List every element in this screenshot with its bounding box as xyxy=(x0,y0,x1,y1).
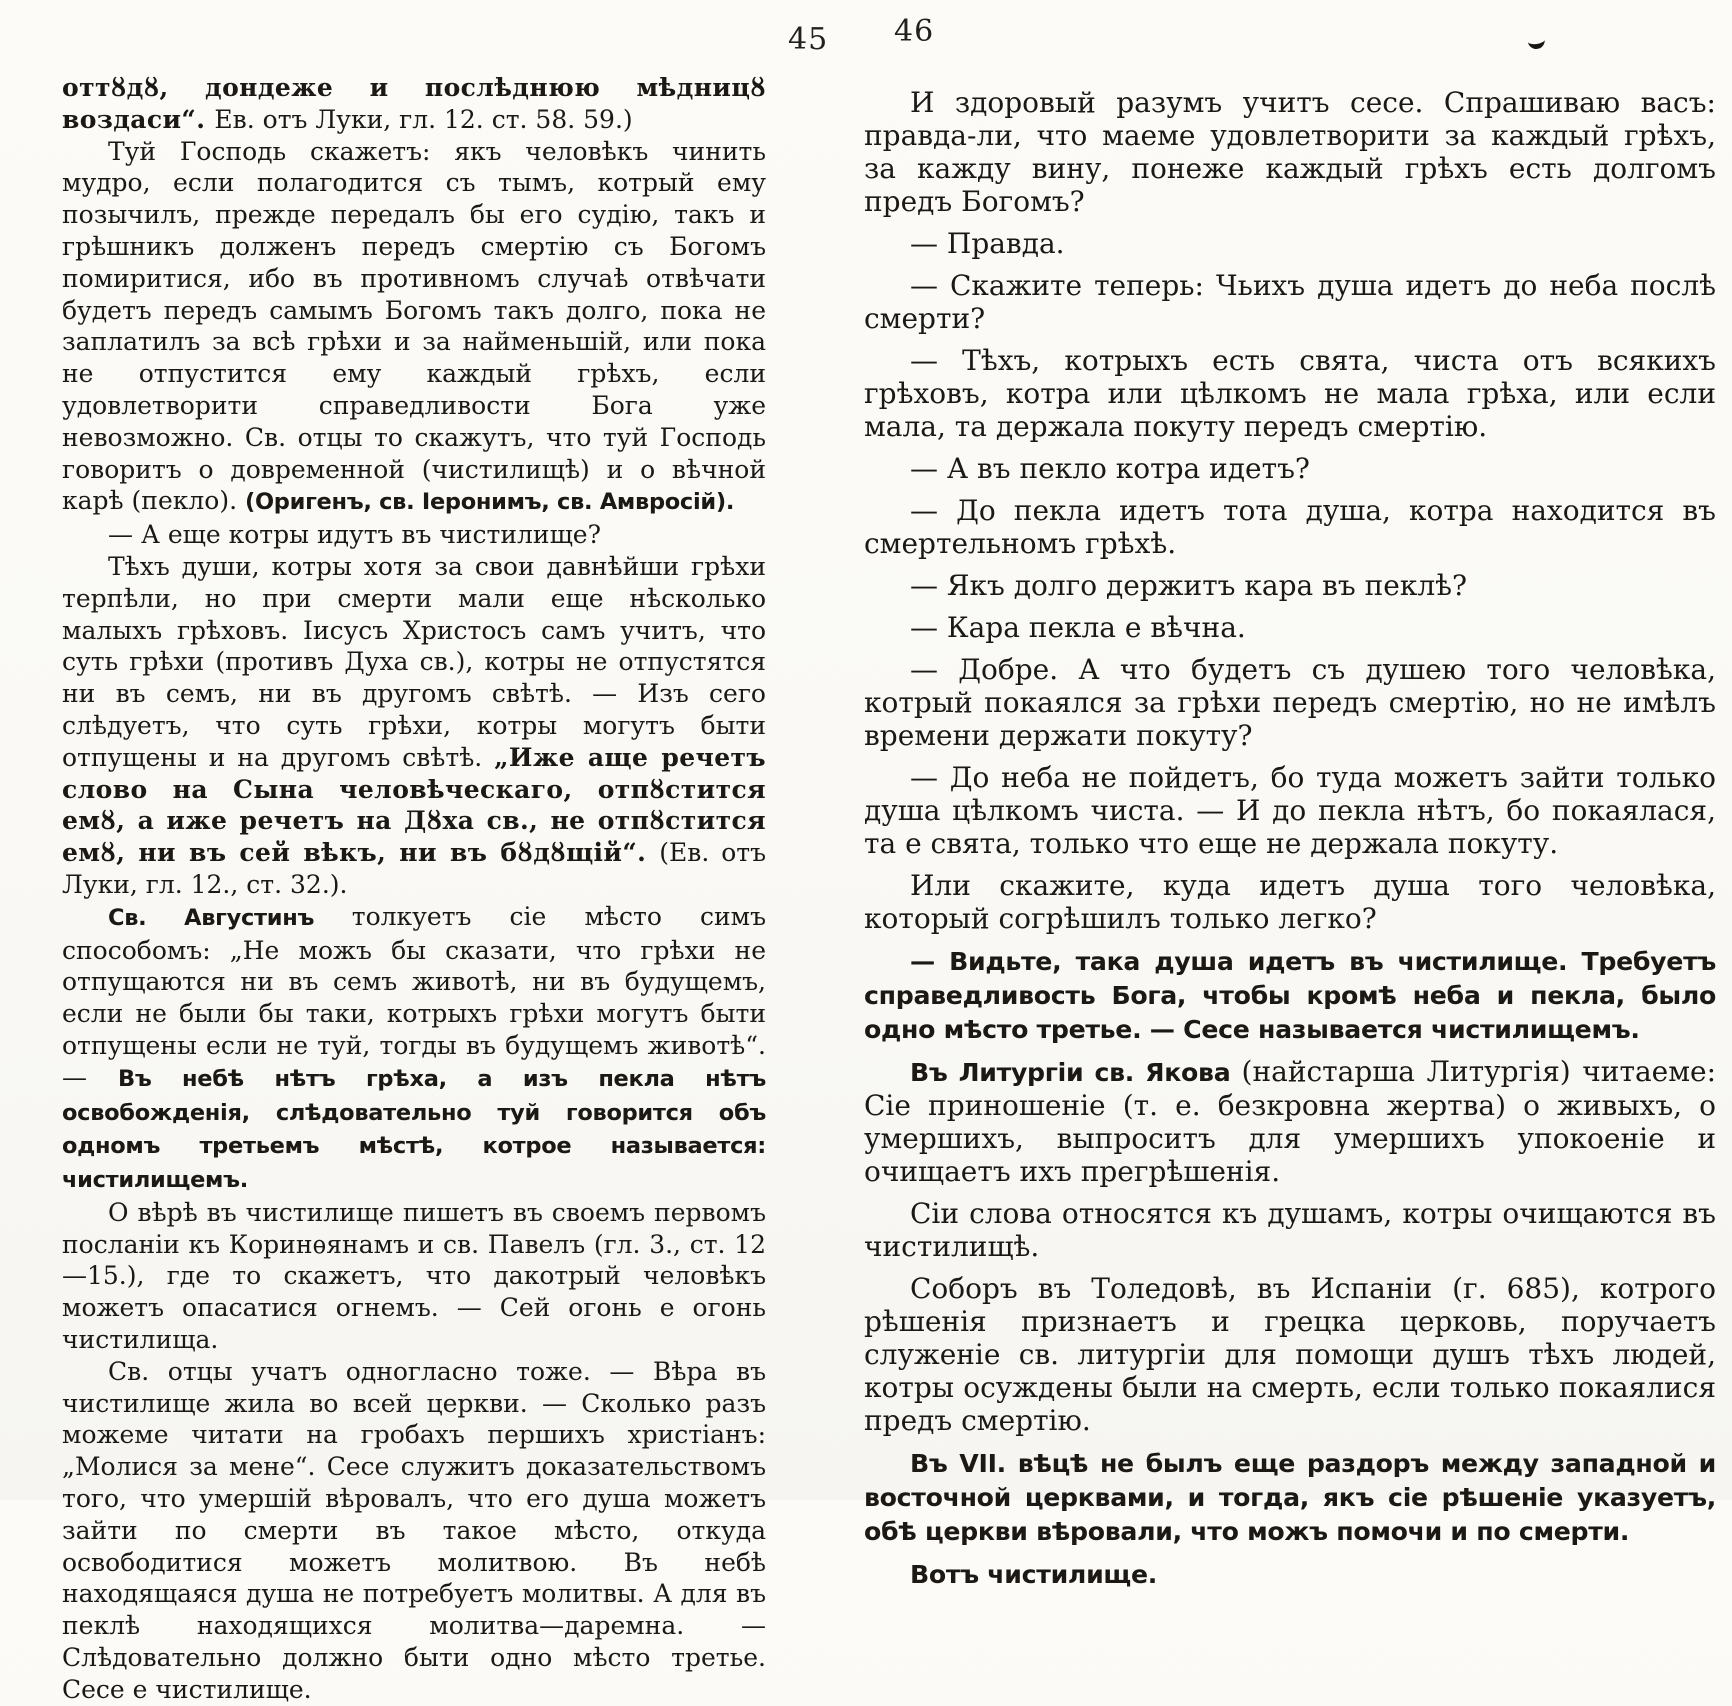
bold-emphasis-text: Вотъ чистилище. xyxy=(910,1560,1158,1589)
paragraph xyxy=(62,136,766,520)
paragraph xyxy=(864,494,1716,560)
bold-emphasis-text: — Видьте, така душа идетъ въ чистилище. Требуетъ справедливость Бога, чтобы кромѣ неба и пекла, было одно мѣсто третье. — Сесе называется чистилищемъ. xyxy=(864,947,1716,1044)
body-text: — Правда. xyxy=(910,227,1065,260)
body-text: — А въ пекло котра идетъ? xyxy=(910,452,1310,485)
body-text: О вѣрѣ въ чистилище пишетъ въ своемъ первомъ посланіи къ Коринѳянамъ и св. Павелъ (гл. 3., ст. 12—15.), где то скажетъ, что дакотрый человѣкъ можетъ опасатися огнемъ. — Сей огонь е огонь чистилища. xyxy=(62,1197,766,1355)
paragraph xyxy=(864,1197,1716,1263)
bold-emphasis-text: Въ Литургіи св. Якова xyxy=(910,1058,1242,1087)
bold-emphasis-text: (Оригенъ, св. Іеронимъ, св. Амвросій). xyxy=(244,489,735,516)
body-text: — Добре. А что будетъ съ душею того человѣка, котрый покаялся за грѣхи передъ смертію, но не имѣлъ времени держати покуту? xyxy=(864,653,1716,752)
bold-emphasis-text: Св. Августинъ xyxy=(108,904,352,931)
paragraph xyxy=(62,901,766,1197)
body-text: — Тѣхъ, котрыхъ есть свята, чиста отъ всякихъ грѣховъ, котра или цѣлкомъ не мала грѣха, или если мала, та держала покуту передъ смертію. xyxy=(864,344,1716,443)
body-text: — А еще котры идутъ въ чистилище? xyxy=(108,520,602,550)
body-text: — До пекла идетъ тота душа, котра находится въ смертельномъ грѣхѣ. xyxy=(864,494,1716,560)
body-text: Св. отцы учатъ одногласно тоже. — Вѣра въ чистилище жила во всей церкви. — Сколько разъ можеме читати на гробахъ першихъ христіанъ: „Молися за мене“. Сесе служитъ доказательствомъ того, что умершій вѣровалъ, что его душа можетъ зайти по смерти въ такое мѣсто, откуда освободитися можетъ молитвою. Въ небѣ находящаяся душа не потребуетъ молитвы. А для въ пеклѣ находящихся молитва—даремна. — Слѣдовательно должно быти одно мѣсто третье. Сесе е чистилище. xyxy=(62,1356,766,1704)
paragraph xyxy=(62,1197,766,1356)
body-text: — До неба не пойдетъ, бо туда можетъ зайти только душа цѣлкомъ чиста. — И до пекла нѣтъ, бо покаялася, та е свята, только что еще не держала покуту. xyxy=(864,761,1716,860)
paragraph xyxy=(864,344,1716,443)
paragraph xyxy=(864,227,1716,260)
page-46-text-column xyxy=(864,86,1716,1600)
body-text: Тѣхъ души, котры хотя за свои давнѣйши грѣхи терпѣли, но при смерти мали еще нѣсколько малыхъ грѣховъ. Іисусъ Христосъ самъ учитъ, что суть грѣхи (противъ Духа св.), котры не отпустятся ни въ семъ, ни въ другомъ свѣтѣ. — Изъ сего слѣдуетъ, что суть грѣхи, котры могутъ быти отпущены и на другомъ свѣтѣ. xyxy=(62,551,766,772)
paragraph xyxy=(62,1356,766,1706)
page-number-left: 45 xyxy=(788,22,829,57)
body-text: И здоровый разумъ учитъ сесе. Спрашиваю васъ: правда-ли, что маеме удовлетворити за каждый грѣхъ, за кажду вину, понеже каждый грѣхъ есть долгомъ предъ Богомъ? xyxy=(864,86,1716,218)
paragraph xyxy=(864,452,1716,485)
bold-emphasis-text: Въ небѣ нѣтъ грѣха, а изъ пекла нѣтъ освобожденія, слѣдовательно туй говорится объ одномъ третьемъ мѣстѣ, котрое называется: чистилищемъ. xyxy=(62,1065,766,1194)
paragraph xyxy=(864,86,1716,218)
paragraph xyxy=(864,1055,1716,1188)
page-number-right: 46 xyxy=(894,14,935,49)
paragraph xyxy=(864,1557,1716,1591)
paragraph xyxy=(864,761,1716,860)
paragraph xyxy=(864,269,1716,335)
paragraph xyxy=(864,653,1716,752)
bold-emphasis-text: Въ VII. вѣцѣ не былъ еще раздоръ между западной и восточной церквами, и тогда, якъ сіе рѣшеніе указуетъ, обѣ церкви вѣровали, что можъ помочи и по смерти. xyxy=(864,1449,1716,1546)
paragraph xyxy=(864,611,1716,644)
body-text: толкуетъ сіе мѣсто симъ способомъ: „Не можъ бы сказати, что грѣхи не отпущаются ни въ семъ животѣ, ни въ будущемъ, если не были бы таки, котрыхъ грѣхи могутъ быти отпущены если не туй, тогды въ будущемъ животѣ“. — xyxy=(62,901,767,1092)
paragraph xyxy=(62,72,766,136)
paragraph xyxy=(864,944,1716,1046)
body-text: Сіи слова относятся къ душамъ, котры очищаются въ чистилищѣ. xyxy=(864,1197,1716,1263)
ink-smudge-mark xyxy=(1528,36,1545,49)
body-text: (Ев. отъ Луки, гл. 12., ст. 32.). xyxy=(62,838,766,899)
body-text: — Кара пекла е вѣчна. xyxy=(910,611,1246,644)
paragraph xyxy=(864,569,1716,602)
body-text: — Якъ долго держитъ кара въ пеклѣ? xyxy=(910,569,1468,602)
body-text: Туй Господь скажетъ: якъ человѣкъ чинить мудро, если полагодится съ тымъ, котрый ему позычилъ, прежде передалъ бы его судію, такъ и грѣшникъ долженъ передъ смертію съ Богомъ помиритися, ибо въ противномъ случаѣ отвѣчати будетъ передъ самымъ Богомъ такъ долго, пока не заплатилъ за всѣ грѣхи и за найменьшій, или пока не отпустится ему каждый грѣхъ, если удовлетворити справедливости Бога уже невозможно. Св. отцы то скажутъ, что туй Господь говоритъ о довременной (чистилищѣ) и о вѣчной карѣ (пекло). xyxy=(62,136,766,516)
body-text: Соборъ въ Толедовѣ, въ Испаніи (г. 685), котрого рѣшенія признаетъ и грецка церковь, поручаетъ служеніе св. литургіи для помощи душъ тѣхъ людей, котры осуждены были на смерть, если только покаялися предъ смертію. xyxy=(864,1272,1716,1437)
paragraph xyxy=(62,519,766,551)
body-text: Или скажите, куда идетъ душа того человѣка, который согрѣшилъ только легко? xyxy=(864,869,1716,935)
paragraph xyxy=(864,869,1716,935)
body-text: — Скажите теперь: Чьихъ душа идетъ до неба послѣ смерти? xyxy=(864,269,1716,335)
paragraph xyxy=(864,1272,1716,1437)
page-45-text-column xyxy=(62,72,766,1706)
church-slavonic-quote: „Иже аще речетъ слово на Сына человѣческаго, отпȣстится емȣ, а иже речетъ на Дȣха св., не отпȣстится емȣ, ни въ сей вѣкъ, ни въ бȣдȣщій“. xyxy=(62,742,766,868)
body-text: (найстарша Литургія) читаеме: Сіе приношеніе (т. е. безкровна жертва) о живыхъ, о умершихъ, выпроситъ для умершихъ упокоеніе и очищаетъ ихъ прегрѣшенія. xyxy=(864,1055,1716,1188)
church-slavonic-quote: оттȣдȣ, дондеже и послѣднюю мѣдницȣ воздаси“. xyxy=(62,73,766,134)
paragraph xyxy=(864,1446,1716,1548)
paragraph xyxy=(62,551,766,901)
body-text: Ев. отъ Луки, гл. 12. ст. 58. 59.) xyxy=(214,104,633,134)
